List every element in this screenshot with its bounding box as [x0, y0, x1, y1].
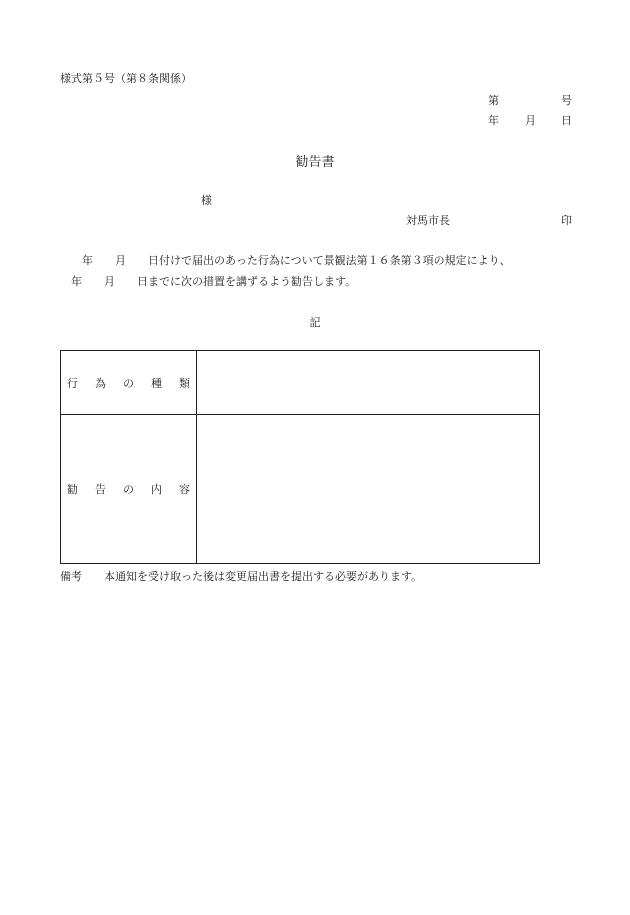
label-char: 告	[95, 483, 106, 496]
label-char: の	[123, 483, 134, 496]
label-char: 為	[95, 376, 106, 390]
table-row-action-type	[61, 351, 539, 415]
issue-number-prefix: 第	[488, 94, 499, 107]
label-char: 内	[151, 483, 162, 496]
remarks-note: 備考 本通知を受け取った後は変更届出書を提出する必要があります。	[60, 570, 423, 583]
label-char: 行	[67, 376, 78, 390]
date-year: 年	[488, 114, 499, 127]
label-action-type	[61, 351, 197, 414]
addressee-honorific: 様	[201, 194, 212, 207]
label-char: 勧	[67, 483, 78, 496]
label-char: 種	[151, 376, 162, 390]
details-table	[60, 350, 540, 564]
label-char: の	[123, 376, 134, 390]
value-action-type[interactable]	[197, 351, 539, 414]
seal-mark: 印	[561, 214, 572, 227]
body-text-line-2: 年 月 日までに次の措置を講ずるよう勧告します。	[60, 275, 357, 288]
value-recommendation-content[interactable]	[197, 415, 539, 563]
form-number: 様式第５号（第８条関係）	[60, 72, 192, 85]
date-day: 日	[561, 114, 572, 127]
label-char: 容	[179, 483, 190, 496]
ki-heading: 記	[309, 316, 321, 329]
table-row-recommendation-content	[61, 415, 539, 563]
issue-number-suffix: 号	[561, 94, 572, 107]
document-title: 勧告書	[295, 155, 335, 170]
body-text-line-1: 年 月 日付けで届出のあった行為について景観法第１６条第３項の規定により、	[60, 254, 511, 267]
date-month: 月	[525, 114, 536, 127]
label-char: 類	[179, 376, 190, 390]
label-recommendation-content	[61, 415, 197, 563]
issuer-name: 対馬市長	[406, 214, 450, 227]
